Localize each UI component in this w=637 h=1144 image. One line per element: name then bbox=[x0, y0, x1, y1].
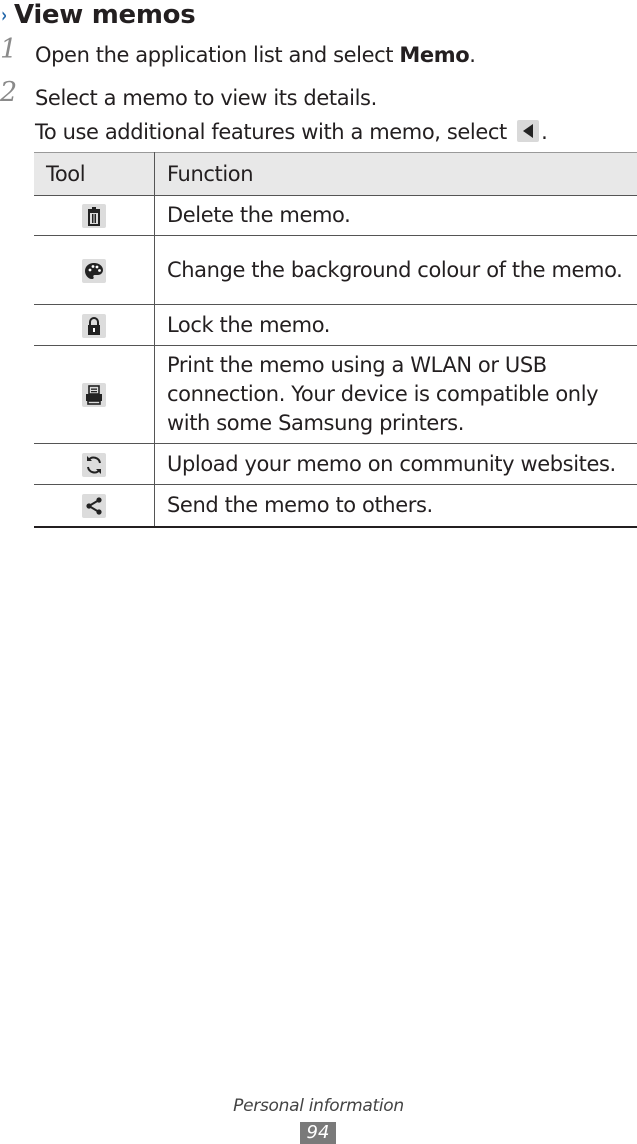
function-text: Change the background colour of the memo. bbox=[155, 236, 637, 305]
sync-icon bbox=[82, 453, 106, 477]
header-tool: Tool bbox=[34, 153, 155, 196]
trash-icon bbox=[82, 204, 106, 228]
menu-name-memo: Memo bbox=[399, 43, 470, 67]
table-row bbox=[34, 485, 637, 527]
step-text-line1: Select a memo to view its details. bbox=[35, 86, 377, 110]
step-text-pre: To use additional features with a memo, select bbox=[35, 120, 507, 144]
lock-icon bbox=[82, 314, 106, 338]
header-function: Function bbox=[155, 153, 637, 196]
section-heading bbox=[0, 0, 195, 30]
table-row bbox=[34, 346, 637, 444]
printer-icon bbox=[82, 383, 106, 407]
tools-table bbox=[34, 152, 637, 528]
step-text-post: . bbox=[541, 120, 548, 144]
step-number: 1 bbox=[0, 34, 18, 65]
function-text: Send the memo to others. bbox=[155, 485, 637, 527]
table-row bbox=[34, 305, 637, 346]
function-text: Delete the memo. bbox=[155, 196, 637, 236]
table-row bbox=[34, 236, 637, 305]
step-text-post: . bbox=[469, 43, 476, 67]
section-title: View memos bbox=[13, 0, 196, 30]
share-icon bbox=[82, 494, 106, 518]
step-text-pre: Open the application list and select bbox=[35, 43, 400, 67]
function-text: Print the memo using a WLAN or USB connection. Your device is compatible only with some Samsung printers. bbox=[155, 346, 637, 444]
table-header-row bbox=[34, 153, 637, 196]
function-text: Upload your memo on community websites. bbox=[155, 444, 637, 485]
step-text-line2 bbox=[35, 115, 547, 149]
palette-icon bbox=[82, 259, 106, 283]
table-row bbox=[34, 444, 637, 485]
function-text: Lock the memo. bbox=[155, 305, 637, 346]
step-text bbox=[35, 38, 476, 72]
page-number: 94 bbox=[300, 1122, 336, 1144]
chevron-right-icon: › bbox=[1, 3, 7, 27]
table-row bbox=[34, 196, 637, 236]
back-arrow-icon bbox=[517, 120, 539, 142]
footer-section-name: Personal information bbox=[233, 1096, 404, 1116]
step-number: 2 bbox=[0, 77, 18, 108]
